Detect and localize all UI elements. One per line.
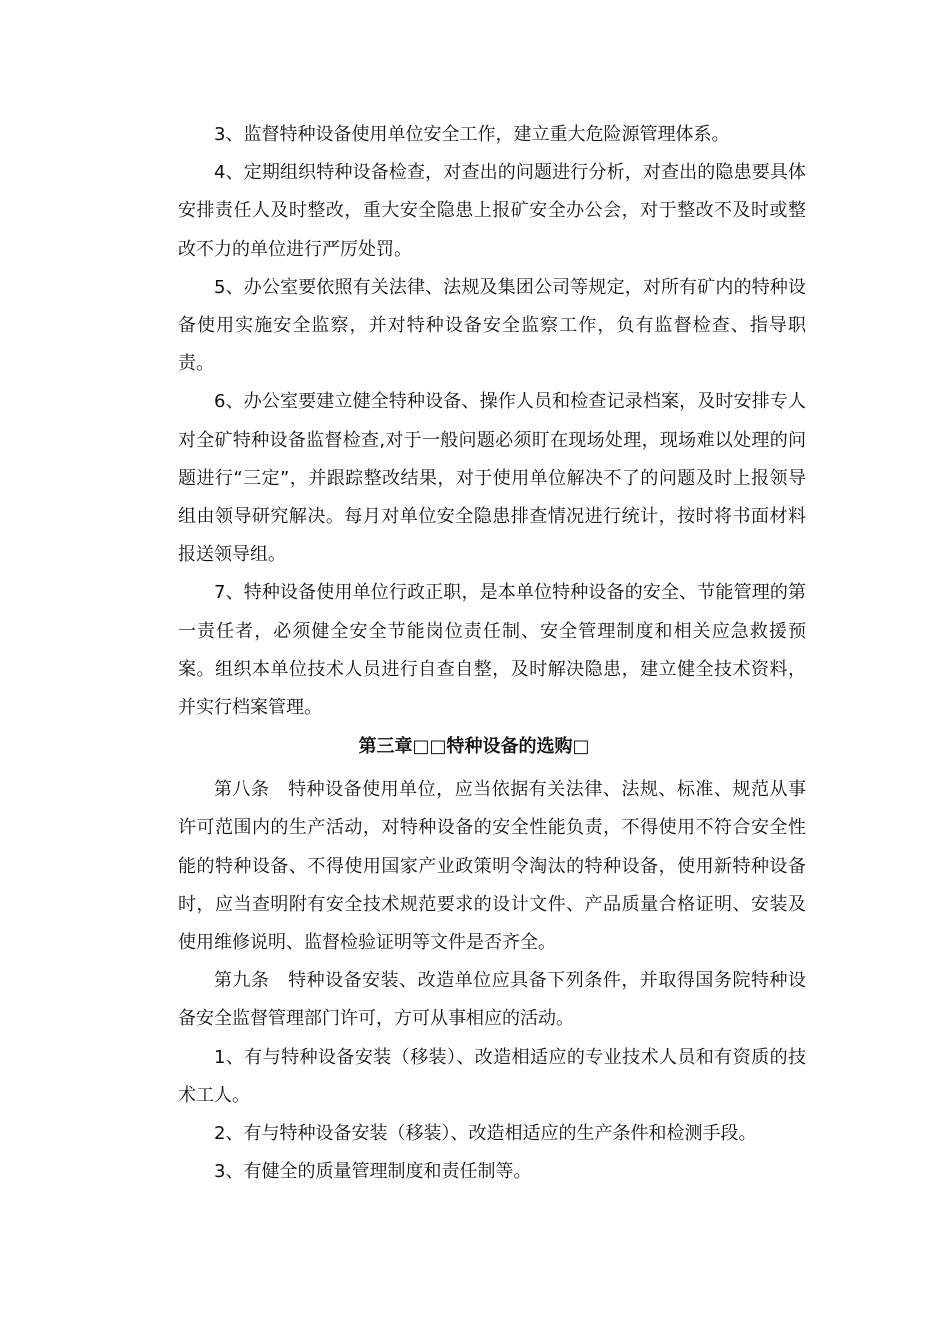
chapter-title: 第三章□□特种设备的选购□ [358,736,590,758]
paragraph-item-7: 7、特种设备使用单位行政正职，是本单位特种设备的安全、节能管理的第一责任者，必须健全安全节能岗位责任制、安全管理制度和相关应急救援预案。组织本单位技术人员进行自查自整，及时解决隐患，建立健全技术资料，并实行档案管理。 [178,582,806,719]
article-9: 第九条 特种设备安装、改造单位应具备下列条件，并取得国务院特种设备安全监督管理部门许可，方可从事相应的活动。 [178,970,806,1030]
paragraph-item-6: 6、办公室要建立健全特种设备、操作人员和检查记录档案，及时安排专人对全矿特种设备监督检查,对于一般问题必须盯在现场处理，现场难以处理的问题进行“三定”，并跟踪整改结果，对于使用单位解决不了的问题及时上报领导组由领导研究解决。每月对单位安全隐患排查情况进行统计，按时将书面材料报送领导组。 [178,391,806,566]
paragraph-item-3: 3、监督特种设备使用单位安全工作，建立重大危险源管理体系。 [214,124,730,145]
article-8: 第八条 特种设备使用单位，应当依据有关法律、法规、标准、规范从事许可范围内的生产活动，对特种设备的安全性能负责，不得使用不符合安全性能的特种设备、不得使用国家产业政策明令淘汰的特种设备，使用新特种设备时，应当查明附有安全技术规范要求的设计文件、产品质量合格证明、安装及使用维修说明、监督检验证明等文件是否齐全。 [178,779,806,954]
condition-item-1: 1、有与特种设备安装（移装）、改造相适应的专业技术人员和有资质的技术工人。 [178,1046,806,1106]
condition-item-2: 2、有与特种设备安装（移装）、改造相适应的生产条件和检测手段。 [214,1123,757,1145]
document-body [178,116,806,1191]
condition-item-3: 3、有健全的质量管理制度和责任制等。 [214,1161,532,1183]
paragraph-item-5: 5、办公室要依照有关法律、法规及集团公司等规定，对所有矿内的特种设备使用实施安全监察，并对特种设备安全监察工作，负有监督检查、指导职责。 [178,276,806,375]
paragraph-item-4: 4、定期组织特种设备检查，对查出的问题进行分析，对查出的隐患要具体安排责任人及时整改，重大安全隐患上报矿安全办公会，对于整改不及时或整改不力的单位进行严厉处罚。 [178,162,806,260]
